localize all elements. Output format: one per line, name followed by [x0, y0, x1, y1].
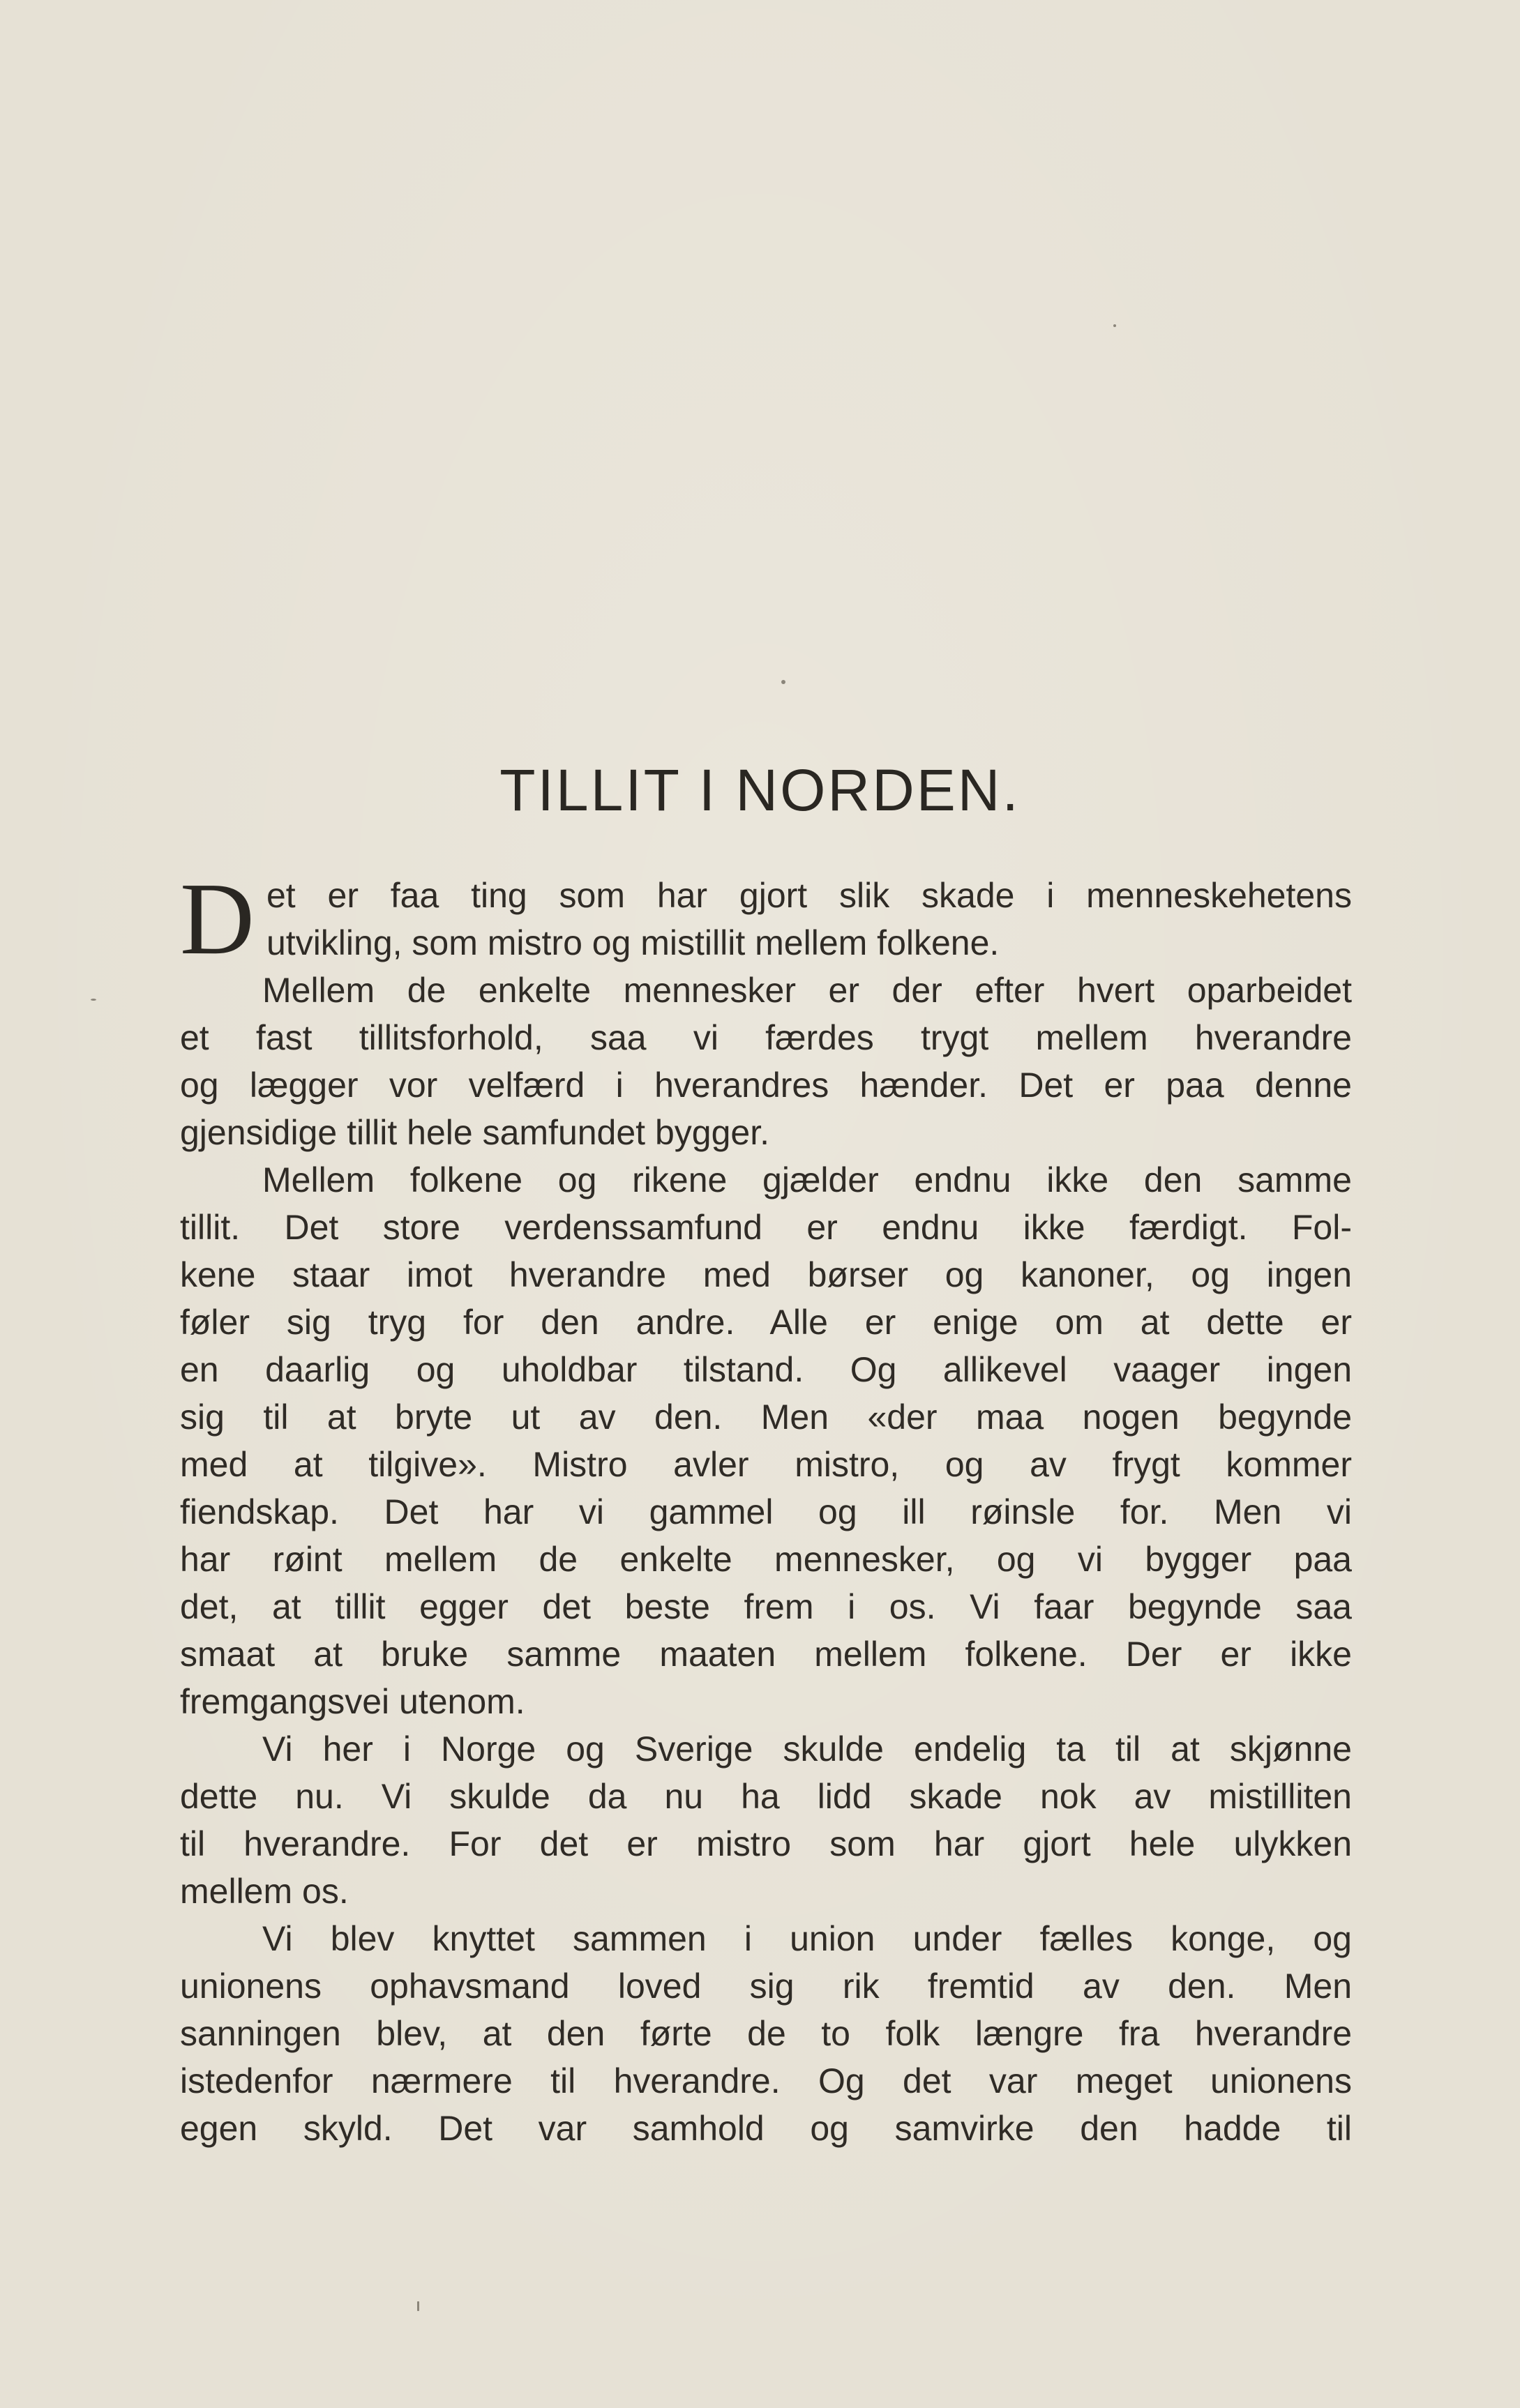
text-line: sanningen blev, at den førte de to folk længre fra hverandre [180, 2014, 1352, 2053]
text-line: et fast tillitsforhold, saa vi færdes trygt mellem hverandre [180, 1018, 1352, 1057]
text-line: mellem os. [180, 1872, 349, 1911]
text-line: utvikling, som mistro og mistillit mellem folkene. [266, 923, 1000, 962]
paragraph-4 [180, 1725, 1352, 1915]
text-line: til hverandre. For det er mistro som har gjort hele ulykken [180, 1824, 1352, 1863]
text-line: fremgangsvei utenom. [180, 1682, 525, 1721]
text-line: Mellem de enkelte mennesker er der efter hvert oparbeidet [262, 971, 1352, 1010]
text-line: Mellem folkene og rikene gjælder endnu ikke den samme [262, 1160, 1352, 1199]
body-text [180, 862, 1352, 2152]
text-line: egen skyld. Det var samhold og samvirke den hadde til [180, 2109, 1352, 2148]
text-line: kene staar imot hverandre med børser og kanoner, og ingen [180, 1255, 1352, 1294]
paper-speck [91, 999, 96, 1001]
paper-speck [417, 2301, 419, 2311]
text-line: føler sig tryg for den andre. Alle er enige om at dette er [180, 1303, 1352, 1342]
paragraph-2 [180, 967, 1352, 1156]
text-line: istedenfor nærmere til hverandre. Og det var meget unionens [180, 2061, 1352, 2100]
paragraph-3 [180, 1156, 1352, 1725]
paragraph-1 [180, 862, 1352, 976]
text-line: dette nu. Vi skulde da nu ha lidd skade nok av mistilliten [180, 1777, 1352, 1816]
page-title: TILLIT I NORDEN. [499, 757, 1021, 823]
text-line: unionens ophavsmand loved sig rik fremtid av den. Men [180, 1967, 1352, 2006]
text-line: tillit. Det store verdenssamfund er endnu ikke færdigt. Fol- [180, 1208, 1352, 1247]
text-line: sig til at bryte ut av den. Men «der maa nogen begynde [180, 1398, 1352, 1437]
text-line: har røint mellem de enkelte mennesker, og vi bygger paa [180, 1540, 1352, 1579]
text-line: et er faa ting som har gjort slik skade i menneskehetens [266, 876, 1352, 915]
text-line: Vi her i Norge og Sverige skulde endelig ta til at skjønne [262, 1729, 1352, 1769]
text-line: smaat at bruke samme maaten mellem folkene. Der er ikke [180, 1635, 1352, 1674]
paper-speck [1113, 324, 1116, 327]
paper-speck [781, 680, 785, 684]
paragraph-5 [180, 1915, 1352, 2152]
text-line: det, at tillit egger det beste frem i os. Vi faar begynde saa [180, 1587, 1352, 1626]
text-line: en daarlig og uholdbar tilstand. Og allikevel vaager ingen [180, 1350, 1352, 1389]
text-line: Vi blev knyttet sammen i union under fælles konge, og [262, 1919, 1352, 1958]
text-line: med at tilgive». Mistro avler mistro, og av frygt kommer [180, 1445, 1352, 1484]
text-line: gjensidige tillit hele samfundet bygger. [180, 1113, 769, 1152]
text-line: og lægger vor velfærd i hverandres hænder. Det er paa denne [180, 1066, 1352, 1105]
text-line: fiendskap. Det har vi gammel og ill røinsle for. Men vi [180, 1492, 1352, 1531]
drop-cap: D [180, 862, 255, 976]
